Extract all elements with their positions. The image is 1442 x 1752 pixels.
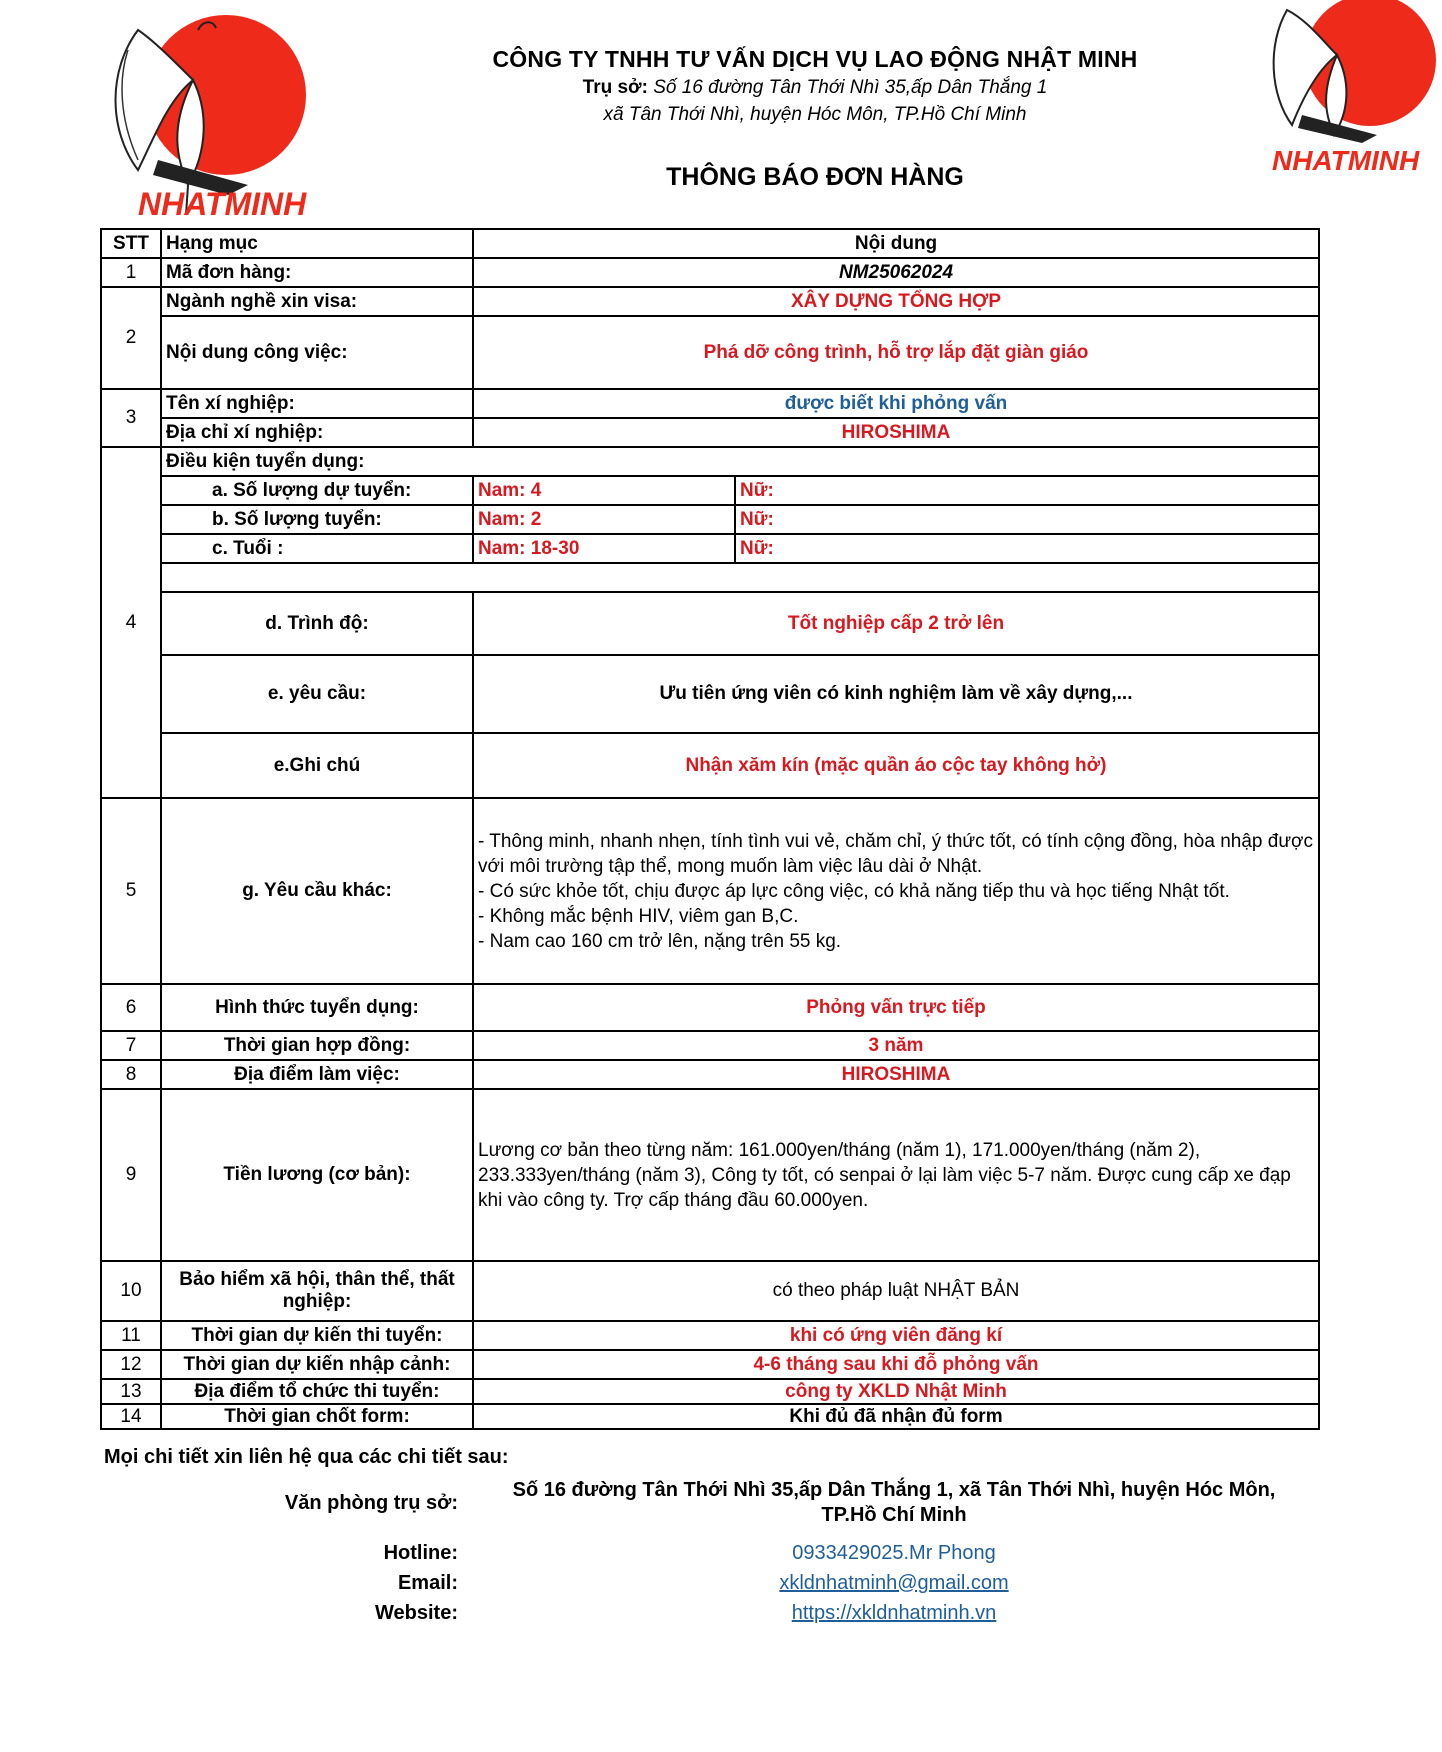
column-header-stt: STT	[101, 229, 161, 258]
row-number: 9	[101, 1089, 161, 1261]
order-code: NM25062024	[473, 258, 1319, 287]
table-row	[101, 505, 1319, 534]
requirement-line: - Không mắc bệnh HIV, viêm gan B,C.	[478, 905, 799, 927]
contact-intro: Mọi chi tiết xin liên hệ qua các chi tiết sau:	[104, 1446, 509, 1468]
row-number: 10	[101, 1261, 161, 1321]
row-label: Hình thức tuyển dụng:	[161, 984, 473, 1031]
row-label: c. Tuổi :	[161, 534, 473, 563]
table-row	[101, 316, 1319, 389]
row-number: 6	[101, 984, 161, 1031]
table-row	[101, 655, 1319, 733]
row-value: khi có ứng viên đăng kí	[473, 1321, 1319, 1350]
office-label: Văn phòng trụ sở:	[284, 1491, 458, 1514]
row-label: Địa điểm tổ chức thi tuyển:	[161, 1379, 473, 1404]
table-row	[101, 287, 1319, 316]
table-row	[101, 1031, 1319, 1060]
office-address	[470, 1478, 1318, 1528]
row-label: Thời gian dự kiến nhập cảnh:	[161, 1350, 473, 1379]
hotline-value[interactable]: 0933429025.Mr Phong	[792, 1541, 996, 1564]
email-row	[100, 1568, 1318, 1598]
table-row	[101, 1404, 1319, 1429]
row-value: 4-6 tháng sau khi đỗ phỏng vấn	[473, 1350, 1319, 1379]
email-label: Email:	[397, 1571, 458, 1594]
row-value: Phá dỡ công trình, hỗ trợ lắp đặt giàn giáo	[473, 316, 1319, 389]
office-address-line-1: Số 16 đường Tân Thới Nhì 35,ấp Dân Thắng 1, xã Tân Thới Nhì, huyện Hóc Môn,	[512, 1479, 1276, 1501]
table-row	[101, 1321, 1319, 1350]
address-text: Số 16 đường Tân Thới Nhì 35,ấp Dân Thắng 1	[653, 77, 1048, 98]
row-number: 14	[101, 1404, 161, 1429]
row-number: 12	[101, 1350, 161, 1379]
section-heading: Điều kiện tuyển dụng:	[161, 447, 1319, 476]
salary-details: Lương cơ bản theo từng năm: 161.000yen/tháng (năm 1), 171.000yen/tháng (năm 2), 233.333yen/tháng (năm 3), Công ty tốt, có senpai ở lại làm việc 5-7 năm. Được cung cấp xe đạp khi vào công ty. Trợ cấp tháng đầu 60.000yen.	[473, 1089, 1319, 1261]
row-label: Mã đơn hàng:	[161, 258, 473, 287]
row-label: Tiền lương (cơ bản):	[161, 1089, 473, 1261]
row-number: 11	[101, 1321, 161, 1350]
row-number: 4	[101, 447, 161, 798]
row-value: có theo pháp luật NHẬT BẢN	[473, 1261, 1319, 1321]
female-value: Nữ:	[735, 476, 1319, 505]
document-title: THÔNG BÁO ĐƠN HÀNG	[666, 163, 964, 191]
row-label: e.Ghi chú	[161, 733, 473, 798]
row-value: Nhận xăm kín (mặc quần áo cộc tay không hở)	[473, 733, 1319, 798]
company-name: CÔNG TY TNHH TƯ VẤN DỊCH VỤ LAO ĐỘNG NHẬT MINH	[492, 46, 1138, 72]
hotline-label: Hotline:	[383, 1541, 458, 1564]
row-value: Khi đủ đã nhận đủ form	[473, 1404, 1319, 1429]
table-row	[101, 1261, 1319, 1321]
requirement-line: - Nam cao 160 cm trở lên, nặng trên 55 kg.	[478, 930, 842, 952]
email-link[interactable]: xkldnhatminh@gmail.com	[779, 1571, 1009, 1594]
address-line-2: xã Tân Thới Nhì, huyện Hóc Môn, TP.Hồ Chí Minh	[603, 104, 1027, 125]
row-number: 8	[101, 1060, 161, 1089]
row-value: Phỏng vấn trực tiếp	[473, 984, 1319, 1031]
row-number: 1	[101, 258, 161, 287]
row-label: d. Trình độ:	[161, 592, 473, 655]
address-label: Trụ sở:	[582, 77, 648, 98]
table-header-row	[101, 229, 1319, 258]
row-value: HIROSHIMA	[473, 418, 1319, 447]
table-row	[101, 733, 1319, 798]
row-number: 2	[101, 287, 161, 389]
table-row	[101, 418, 1319, 447]
empty-row	[161, 563, 1319, 592]
order-table	[100, 228, 1320, 1430]
row-label: Ngành nghề xin visa:	[161, 287, 473, 316]
table-row	[101, 1089, 1319, 1261]
row-label: Thời gian dự kiến thi tuyển:	[161, 1321, 473, 1350]
row-number: 13	[101, 1379, 161, 1404]
row-label: Bảo hiểm xã hội, thân thể, thất nghiệp:	[161, 1261, 473, 1321]
row-label: e. yêu cầu:	[161, 655, 473, 733]
row-number: 7	[101, 1031, 161, 1060]
contact-section	[100, 1472, 1318, 1628]
table-row	[101, 798, 1319, 984]
table-row	[101, 258, 1319, 287]
website-label: Website:	[375, 1601, 458, 1624]
hotline-row	[100, 1538, 1318, 1568]
table-row	[101, 1379, 1319, 1404]
row-label: b. Số lượng tuyển:	[161, 505, 473, 534]
row-value: Ưu tiên ứng viên có kinh nghiệm làm về xây dựng,...	[473, 655, 1319, 733]
row-value: công ty XKLD Nhật Minh	[473, 1379, 1319, 1404]
column-header-item: Hạng mục	[161, 229, 473, 258]
website-row	[100, 1598, 1318, 1628]
requirement-line: - Có sức khỏe tốt, chịu được áp lực công việc, có khả năng tiếp thu và học tiếng Nhật tốt.	[478, 880, 1230, 902]
table-row	[101, 534, 1319, 563]
female-value: Nữ:	[735, 505, 1319, 534]
row-label: Tên xí nghiệp:	[161, 389, 473, 418]
row-label: g. Yêu cầu khác:	[161, 798, 473, 984]
row-value: HIROSHIMA	[473, 1060, 1319, 1089]
table-row	[101, 476, 1319, 505]
male-value: Nam: 18-30	[473, 534, 735, 563]
office-row	[100, 1472, 1318, 1534]
row-number: 5	[101, 798, 161, 984]
other-requirements	[473, 798, 1319, 984]
address-line-1	[420, 75, 1210, 100]
website-link[interactable]: https://xkldnhatminh.vn	[791, 1601, 997, 1624]
letterhead	[420, 46, 1210, 127]
table-row	[101, 984, 1319, 1031]
female-value: Nữ:	[735, 534, 1319, 563]
row-label: Thời gian chốt form:	[161, 1404, 473, 1429]
table-row	[101, 447, 1319, 476]
row-label: Địa chỉ xí nghiệp:	[161, 418, 473, 447]
column-header-content: Nội dung	[473, 229, 1319, 258]
table-row	[101, 389, 1319, 418]
logo-text: NHATMINH	[138, 186, 307, 222]
row-number: 3	[101, 389, 161, 447]
company-logo-right	[1262, 0, 1442, 180]
table-row	[101, 563, 1319, 592]
row-value: XÂY DỰNG TỔNG HỢP	[473, 287, 1319, 316]
row-value: Tốt nghiệp cấp 2 trở lên	[473, 592, 1319, 655]
male-value: Nam: 4	[473, 476, 735, 505]
row-label: Thời gian hợp đồng:	[161, 1031, 473, 1060]
requirement-line: - Thông minh, nhanh nhẹn, tính tình vui vẻ, chăm chỉ, ý thức tốt, có tính cộng đồng, hòa nhập được với môi trường tập thể, mong muốn làm việc lâu dài ở Nhật.	[478, 830, 1314, 877]
logo-text: NHATMINH	[1272, 145, 1420, 176]
row-label: Địa điểm làm việc:	[161, 1060, 473, 1089]
male-value: Nam: 2	[473, 505, 735, 534]
row-value: 3 năm	[473, 1031, 1319, 1060]
table-row	[101, 592, 1319, 655]
company-logo-left	[98, 10, 308, 225]
row-label: Nội dung công việc:	[161, 316, 473, 389]
table-row	[101, 1060, 1319, 1089]
table-row	[101, 1350, 1319, 1379]
row-value: được biết khi phỏng vấn	[473, 389, 1319, 418]
row-label: a. Số lượng dự tuyển:	[161, 476, 473, 505]
office-address-line-2: TP.Hồ Chí Minh	[821, 1504, 967, 1526]
